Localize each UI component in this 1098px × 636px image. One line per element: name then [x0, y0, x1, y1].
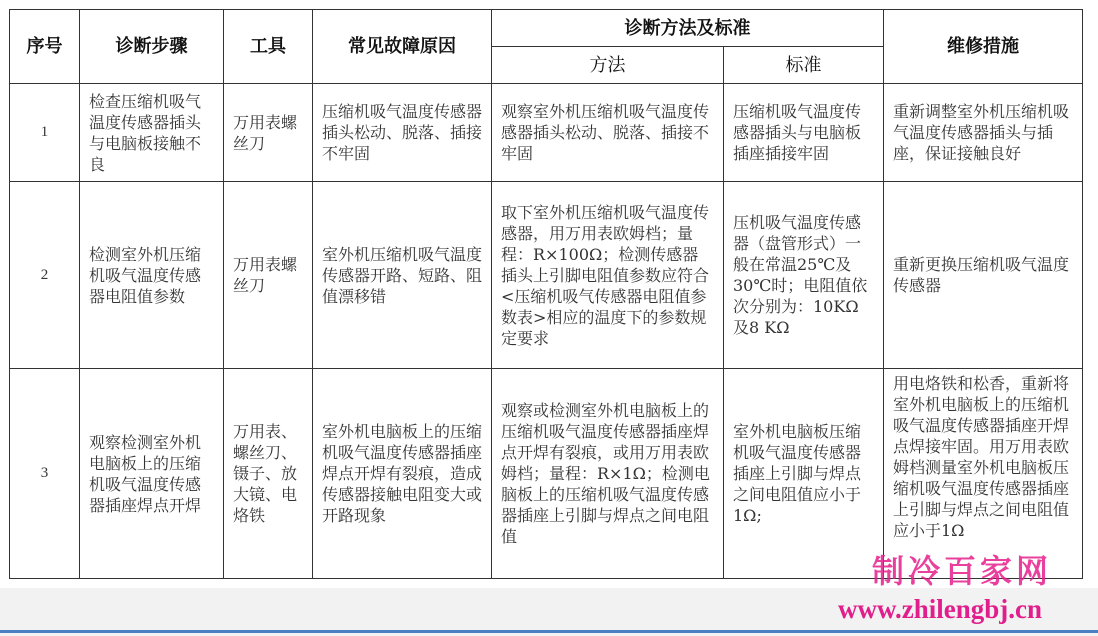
row-method: 取下室外机压缩机吸气温度传感器，用万用表欧姆档；量程：R×100Ω；检测传感器插头上引脚电阻值参数应符合<压缩机吸气传感器电阻值参数表>相应的温度下的参数规定要求	[492, 182, 724, 369]
row-standard: 室外机电脑板压缩机吸气温度传感器插座上引脚与焊点之间电阻值应小于1Ω;	[724, 369, 884, 579]
row-step: 观察检测室外机电脑板上的压缩机吸气温度传感器插座焊点开焊	[80, 369, 224, 579]
row-repair: 重新更换压缩机吸气温度传感器	[884, 182, 1083, 369]
row-step: 检查压缩机吸气温度传感器插头与电脑板接触不良	[80, 84, 224, 182]
row-cause: 压缩机吸气温度传感器插头松动、脱落、插接不牢固	[313, 84, 492, 182]
row-seq: 1	[10, 84, 80, 182]
row-repair: 用电烙铁和松香，重新将室外机电脑板上的压缩机吸气温度传感器插座开焊点焊接牢固。用万用表欧姆档测量室外机电脑板压缩机吸气温度传感器插座上引脚与焊点之间电阻值应小于1Ω	[884, 369, 1083, 579]
header-standard: 标准	[724, 47, 884, 84]
watermark-url: www.zhilengbj.cn	[838, 594, 1043, 624]
header-method: 方法	[492, 47, 724, 84]
row-tool: 万用表螺丝刀	[224, 182, 313, 369]
row-seq: 3	[10, 369, 80, 579]
header-tool: 工具	[224, 10, 313, 84]
header-row-1	[10, 10, 1083, 47]
diagnosis-table	[9, 9, 1083, 579]
row-tool: 万用表、螺丝刀、镊子、放大镜、电烙铁	[224, 369, 313, 579]
header-seq: 序号	[10, 10, 80, 84]
header-cause: 常见故障原因	[313, 10, 492, 84]
row-tool: 万用表螺丝刀	[224, 84, 313, 182]
header-method-group: 诊断方法及标准	[492, 10, 884, 47]
header-repair: 维修措施	[884, 10, 1083, 84]
row-cause: 室外机电脑板上的压缩机吸气温度传感器插座焊点开焊有裂痕，造成传感器接触电阻变大或开路现象	[313, 369, 492, 579]
table-row	[10, 182, 1083, 369]
header-step: 诊断步骤	[80, 10, 224, 84]
row-cause: 室外机压缩机吸气温度传感器开路、短路、阻值漂移错	[313, 182, 492, 369]
row-seq: 2	[10, 182, 80, 369]
row-method: 观察或检测室外机电脑板上的压缩机吸气温度传感器插座焊点开焊有裂痕，或用万用表欧姆档；量程：R×1Ω；检测电脑板上的压缩机吸气温度传感器插座上引脚与焊点之间电阻值	[492, 369, 724, 579]
row-standard: 压缩机吸气温度传感器插头与电脑板插座插接牢固	[724, 84, 884, 182]
row-repair: 重新调整室外机压缩机吸气温度传感器插头与插座，保证接触良好	[884, 84, 1083, 182]
row-method: 观察室外机压缩机吸气温度传感器插头松动、脱落、插接不牢固	[492, 84, 724, 182]
watermark-logo-text: 制冷百家网	[872, 552, 1053, 590]
row-standard: 压机吸气温度传感器（盘管形式）一般在常温25℃及30℃时；电阻值依次分别为：10KΩ及8 KΩ	[724, 182, 884, 369]
table-row	[10, 84, 1083, 182]
row-step: 检测室外机压缩机吸气温度传感器电阻值参数	[80, 182, 224, 369]
bottom-divider	[0, 630, 1098, 633]
